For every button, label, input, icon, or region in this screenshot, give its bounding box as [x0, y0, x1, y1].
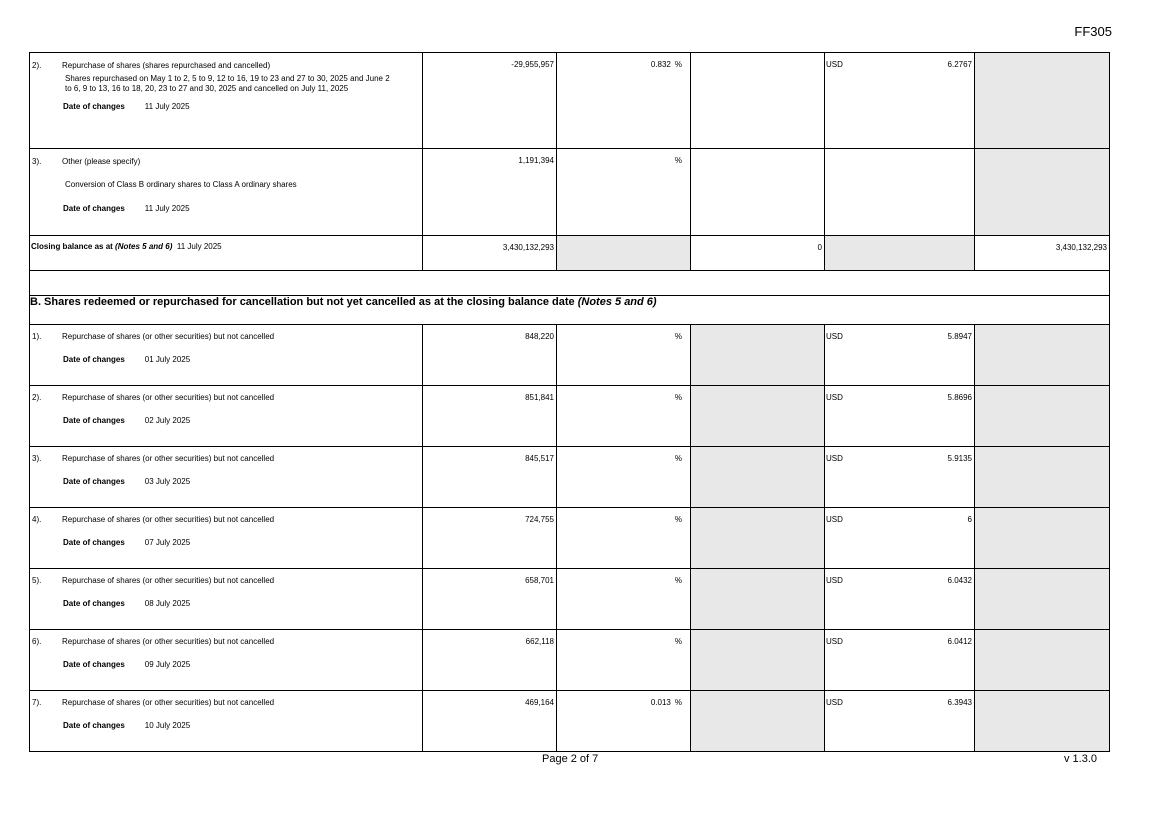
date-of-changes: 09 July 2025 — [144, 660, 191, 669]
date-of-changes: 02 July 2025 — [144, 416, 191, 425]
shaded-cell — [975, 691, 1110, 752]
date-label: Date of changes — [63, 721, 125, 730]
shaded-cell — [975, 630, 1110, 691]
shaded-cell — [691, 569, 825, 630]
row-description: Repurchase of shares (or other securities) but not cancelled — [62, 698, 275, 707]
date-label: Date of changes — [63, 477, 125, 486]
row-description: Repurchase of shares (or other securities) but not cancelled — [62, 454, 275, 463]
description-cell — [30, 386, 423, 447]
percentage-cell — [557, 149, 691, 236]
closing-notes: (Notes 5 and 6) — [115, 242, 173, 251]
currency: USD — [826, 576, 843, 585]
price: 5.8947 — [947, 332, 972, 341]
currency: USD — [826, 332, 843, 341]
date-label: Date of changes — [63, 204, 125, 213]
shaded-cell — [691, 386, 825, 447]
price-cell — [825, 691, 975, 752]
empty-cell — [825, 149, 975, 236]
row-index: 7). — [32, 698, 42, 707]
row-description: Repurchase of shares (shares repurchased and cancelled) — [62, 61, 271, 70]
page-number: Page 2 of 7 — [542, 753, 599, 765]
description-cell — [30, 53, 423, 149]
shaded-cell — [691, 325, 825, 386]
price: 6 — [967, 515, 972, 524]
price: 5.9135 — [947, 454, 972, 463]
percent-sign: % — [674, 637, 682, 646]
table-row — [30, 508, 1110, 569]
date-of-changes: 03 July 2025 — [144, 477, 191, 486]
percentage-value: 0.832 — [650, 60, 671, 69]
closing-total: 3,430,132,293 — [975, 236, 1110, 271]
row-index: 4). — [32, 515, 42, 524]
date-label: Date of changes — [63, 599, 125, 608]
date-label: Date of changes — [63, 355, 125, 364]
table-row — [30, 149, 1110, 236]
percent-sign: % — [674, 156, 682, 165]
shaded-cell — [557, 236, 691, 271]
number-of-shares: 469,164 — [423, 691, 557, 752]
empty-cell — [691, 53, 825, 149]
date-label: Date of changes — [63, 538, 125, 547]
table-row — [30, 691, 1110, 752]
number-of-shares: 1,191,394 — [423, 149, 557, 236]
currency: USD — [826, 637, 843, 646]
percentage-cell — [557, 508, 691, 569]
price: 6.0412 — [947, 637, 972, 646]
price-cell — [825, 53, 975, 149]
shaded-cell — [975, 386, 1110, 447]
description-cell — [30, 569, 423, 630]
shaded-cell — [975, 508, 1110, 569]
currency: USD — [826, 515, 843, 524]
row-index: 6). — [32, 637, 42, 646]
percent-sign: % — [674, 454, 682, 463]
percentage-cell — [557, 53, 691, 149]
percentage-cell — [557, 630, 691, 691]
percentage-cell — [557, 691, 691, 752]
table-row — [30, 569, 1110, 630]
description-cell — [30, 630, 423, 691]
number-of-shares: 724,755 — [423, 508, 557, 569]
price-cell — [825, 630, 975, 691]
table-row — [30, 386, 1110, 447]
shaded-cell — [975, 569, 1110, 630]
row-description: Other (please specify) — [62, 157, 141, 166]
shaded-cell — [691, 630, 825, 691]
section-b-notes: (Notes 5 and 6) — [577, 296, 657, 308]
row-index: 2). — [32, 61, 42, 70]
table-row — [30, 325, 1110, 386]
shaded-cell — [975, 149, 1110, 236]
percent-sign: % — [674, 515, 682, 524]
percent-sign: % — [674, 332, 682, 341]
row-description: Repurchase of shares (or other securities) but not cancelled — [62, 515, 275, 524]
description-cell — [30, 508, 423, 569]
shaded-cell — [691, 508, 825, 569]
percentage-cell — [557, 386, 691, 447]
description-cell — [30, 149, 423, 236]
share-movements-table — [29, 52, 1110, 752]
price: 5.8696 — [947, 393, 972, 402]
description-cell — [30, 691, 423, 752]
percent-sign: % — [674, 576, 682, 585]
closing-date: 11 July 2025 — [176, 242, 222, 251]
date-label: Date of changes — [63, 660, 125, 669]
percent-sign: % — [674, 60, 682, 69]
date-of-changes: 11 July 2025 — [144, 102, 190, 111]
number-of-shares: 658,701 — [423, 569, 557, 630]
currency: USD — [826, 60, 843, 69]
table-row — [30, 447, 1110, 508]
percentage-value: 0.013 — [650, 698, 671, 707]
row-detail: Shares repurchased on May 1 to 2, 5 to 9, 12 to 16, 19 to 23 and 27 to 30, 2025 and June 2 to 6, 9 to 13, 16 to 18, 20, 23 to 27 and 30, 2025 and cancelled on July 11, 2025 — [65, 74, 390, 93]
date-of-changes: 07 July 2025 — [144, 538, 191, 547]
description-cell — [30, 447, 423, 508]
percentage-cell — [557, 447, 691, 508]
number-of-shares: 845,517 — [423, 447, 557, 508]
row-description: Repurchase of shares (or other securities) but not cancelled — [62, 332, 275, 341]
price: 6.2767 — [947, 60, 972, 69]
percent-sign: % — [674, 698, 682, 707]
row-index: 5). — [32, 576, 42, 585]
number-of-shares: 848,220 — [423, 325, 557, 386]
shaded-cell — [975, 447, 1110, 508]
date-label: Date of changes — [63, 416, 125, 425]
closing-label-cell — [30, 236, 423, 271]
description-cell — [30, 325, 423, 386]
number-of-shares: 851,841 — [423, 386, 557, 447]
row-index: 3). — [32, 454, 42, 463]
percentage-cell — [557, 569, 691, 630]
shaded-cell — [825, 236, 975, 271]
row-description: Repurchase of shares (or other securities) but not cancelled — [62, 576, 275, 585]
row-detail: Conversion of Class B ordinary shares to Class A ordinary shares — [65, 180, 297, 189]
closing-value: 3,430,132,293 — [423, 236, 557, 271]
row-index: 1). — [32, 332, 42, 341]
version-label: v 1.3.0 — [1063, 753, 1097, 765]
price: 6.3943 — [947, 698, 972, 707]
shaded-cell — [691, 447, 825, 508]
shaded-cell — [975, 53, 1110, 149]
form-code: FF305 — [1074, 24, 1112, 39]
price-cell — [825, 569, 975, 630]
shaded-cell — [975, 325, 1110, 386]
price-cell — [825, 508, 975, 569]
date-of-changes: 01 July 2025 — [144, 355, 191, 364]
percent-sign: % — [674, 393, 682, 402]
number-of-shares: -29,955,957 — [423, 53, 557, 149]
date-of-changes: 11 July 2025 — [144, 204, 190, 213]
number-of-shares: 662,118 — [423, 630, 557, 691]
section-b-heading-row — [30, 296, 1110, 325]
date-label: Date of changes — [63, 102, 125, 111]
row-description: Repurchase of shares (or other securities) but not cancelled — [62, 637, 275, 646]
section-b-heading — [30, 296, 1110, 325]
table-row — [30, 630, 1110, 691]
shaded-cell — [691, 691, 825, 752]
currency: USD — [826, 698, 843, 707]
currency: USD — [826, 393, 843, 402]
row-description: Repurchase of shares (or other securities) but not cancelled — [62, 393, 275, 402]
table-row — [30, 53, 1110, 149]
spacer-row — [30, 271, 1110, 296]
percentage-cell — [557, 325, 691, 386]
closing-label: Closing balance as at — [31, 242, 113, 251]
row-index: 3). — [32, 157, 42, 166]
price-cell — [825, 386, 975, 447]
row-index: 2). — [32, 393, 42, 402]
closing-balance-row — [30, 236, 1110, 271]
empty-cell — [691, 149, 825, 236]
date-of-changes: 08 July 2025 — [144, 599, 191, 608]
price-cell — [825, 447, 975, 508]
price: 6.0432 — [947, 576, 972, 585]
section-b-title: B. Shares redeemed or repurchased for cancellation but not yet cancelled as at the closing balance date — [30, 296, 575, 308]
date-of-changes: 10 July 2025 — [144, 721, 191, 730]
price-cell — [825, 325, 975, 386]
currency: USD — [826, 454, 843, 463]
closing-middle-value: 0 — [691, 236, 825, 271]
